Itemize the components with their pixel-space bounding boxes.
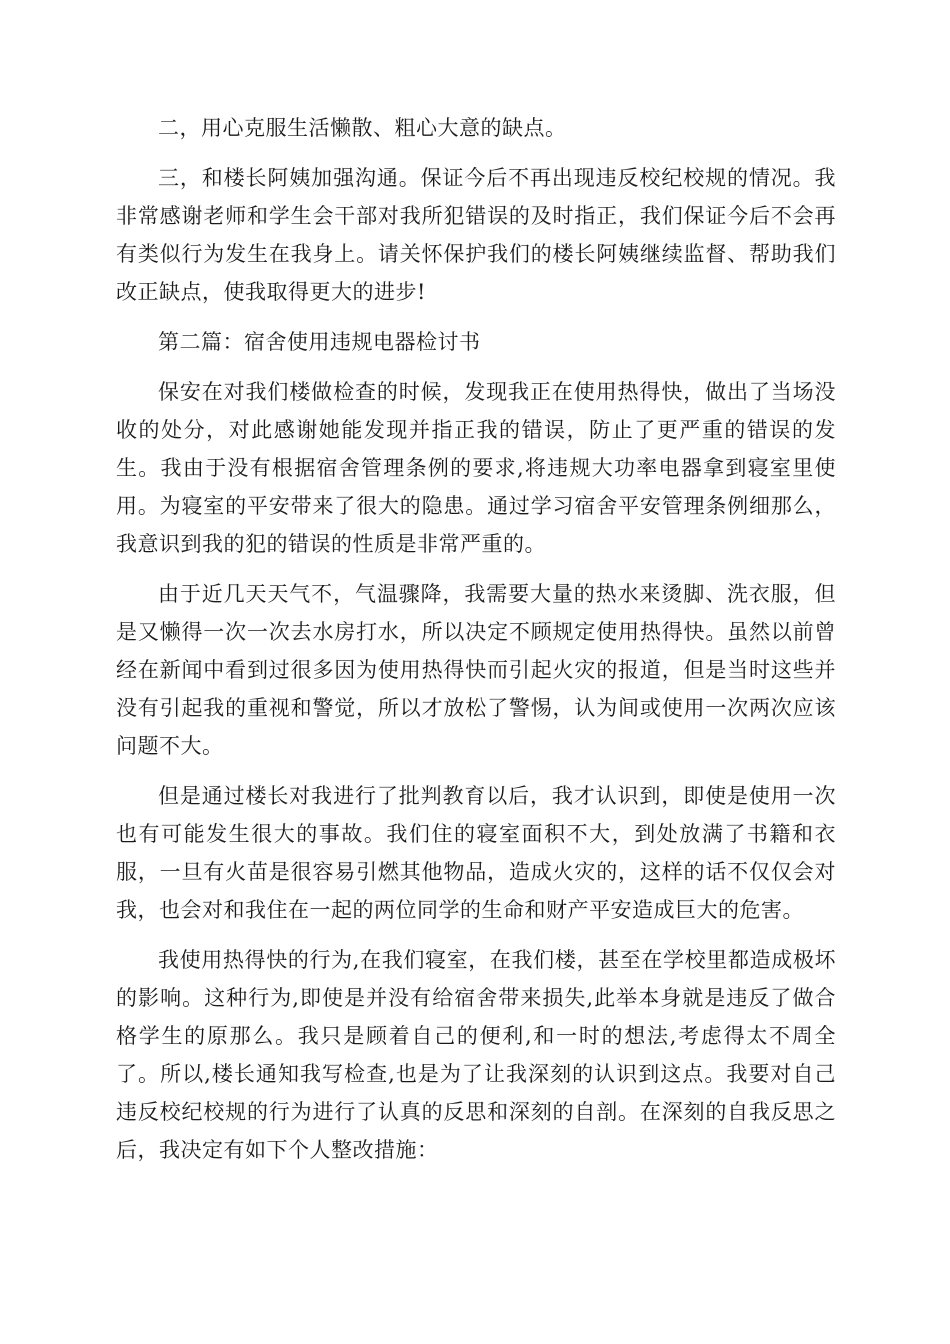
paragraph-gap — [116, 563, 836, 575]
paragraph-gap — [116, 765, 836, 777]
paragraph-point-three: 三，和楼长阿姨加强沟通。保证今后不再出现违反校纪校规的情况。我非常感谢老师和学生会干部对我所犯错误的及时指正，我们保证今后不会再有类似行为发生在我身上。请关怀保护我们的楼长阿姨继续监督、帮助我们改正缺点，使我取得更大的进步! — [116, 166, 836, 304]
paragraph-gap — [116, 929, 836, 941]
paragraph-reason: 由于近几天天气不，气温骤降，我需要大量的热水来烫脚、洗衣服，但是又懒得一次一次去水房打水，所以决定不顾规定使用热得快。虽然以前曾经在新闻中看到过很多因为使用热得快而引起火灾的报道，但是当时这些并没有引起我的重视和警觉，所以才放松了警惕，认为间或使用一次两次应该问题不大。 — [116, 582, 836, 758]
paragraph-inspection: 保安在对我们楼做检查的时候，发现我正在使用热得快，做出了当场没收的处分，对此感谢她能发现并指正我的错误，防止了更严重的错误的发生。我由于没有根据宿舍管理条例的要求,将违规大功率电器拿到寝室里使用。为寝室的平安带来了很大的隐患。通过学习宿舍平安管理条例细那么，我意识到我的犯的错误的性质是非常严重的。 — [116, 380, 836, 556]
paragraph-gap — [116, 147, 836, 159]
paragraph-gap — [116, 361, 836, 373]
paragraph-reflection: 我使用热得快的行为,在我们寝室，在我们楼，甚至在学校里都造成极坏的影响。这种行为,即使是并没有给宿舍带来损失,此举本身就是违反了做合格学生的原那么。我只是顾着自己的便利,和一时的想法,考虑得太不周全了。所以,楼长通知我写检查,也是为了让我深刻的认识到这点。我要对自己违反校纪校规的行为进行了认真的反思和深刻的自剖。在深刻的自我反思之后，我决定有如下个人整改措施： — [116, 948, 836, 1162]
document-page — [116, 109, 836, 1169]
paragraph-gap — [116, 311, 836, 323]
paragraph-realization: 但是通过楼长对我进行了批判教育以后，我才认识到，即使是使用一次也有可能发生很大的事故。我们住的寝室面积不大，到处放满了书籍和衣服，一旦有火苗是很容易引燃其他物品，造成火灾的，这样的话不仅仅会对我，也会对和我住在一起的两位同学的生命和财产平安造成巨大的危害。 — [116, 784, 836, 922]
section-heading-second-article: 第二篇：宿舍使用违规电器检讨书 — [158, 330, 481, 354]
paragraph-point-two: 二，用心克服生活懒散、粗心大意的缺点。 — [158, 116, 567, 140]
